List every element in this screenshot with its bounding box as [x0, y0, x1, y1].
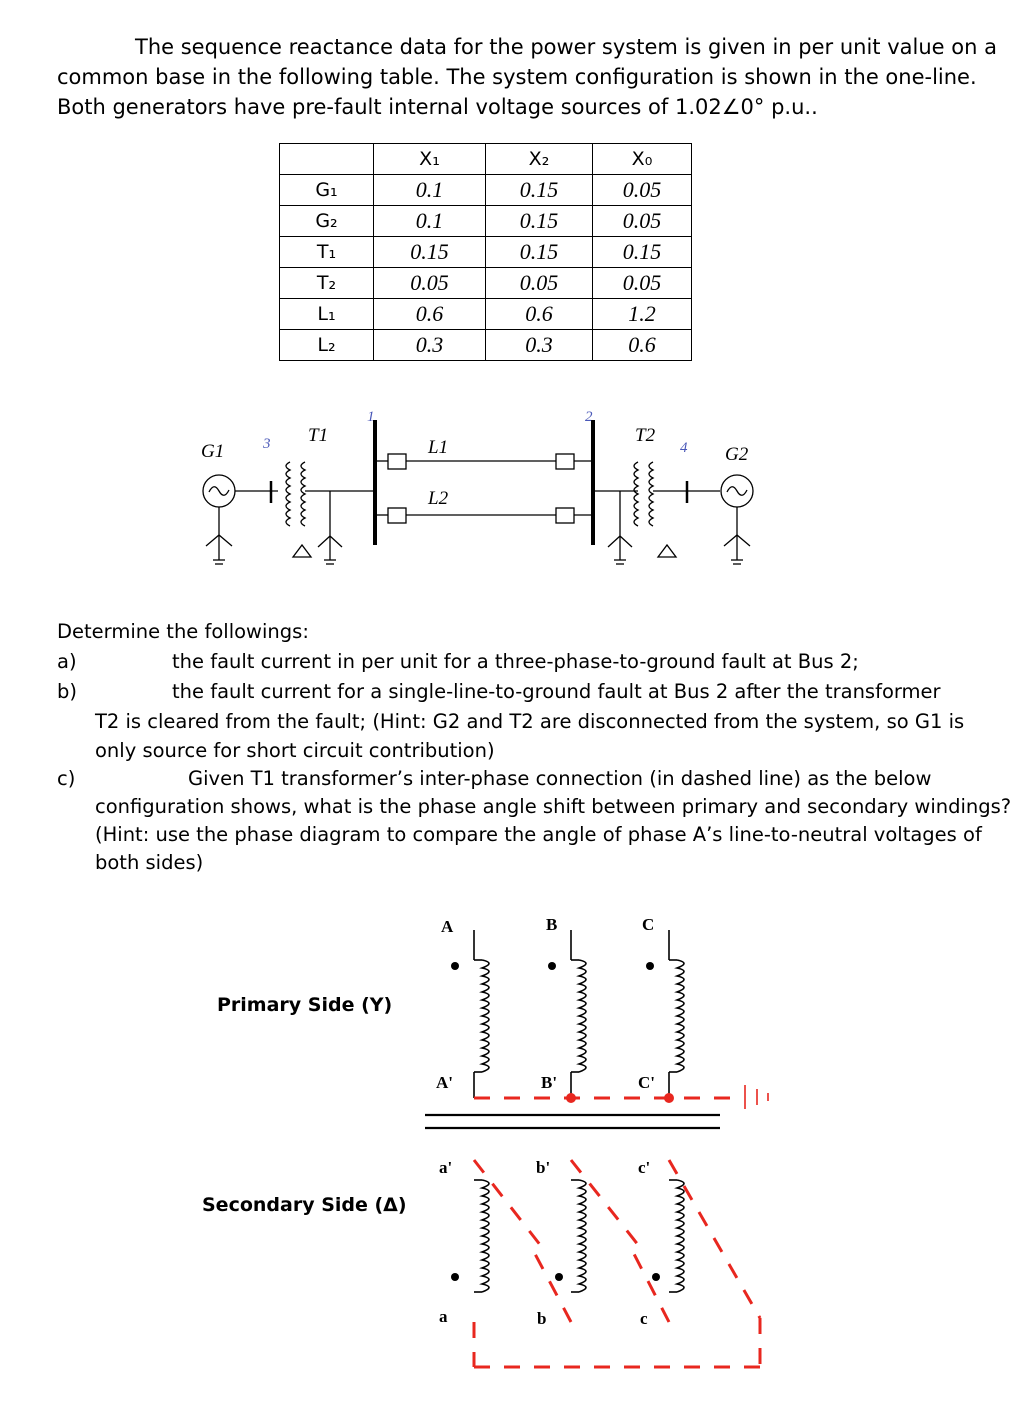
cell-x1: 0.05: [374, 268, 486, 299]
question-a-text: the fault current in per unit for a three-phase-to-ground fault at Bus 2;: [172, 650, 859, 673]
cell-x1: 0.3: [374, 330, 486, 361]
row-label: L₁: [280, 299, 374, 330]
coil-b-primary-icon: [579, 960, 586, 1072]
g2-label: G2: [725, 444, 749, 465]
cell-x1: 0.6: [374, 299, 486, 330]
cell-x2: 0.15: [486, 175, 593, 206]
cell-x2: 0.6: [486, 299, 593, 330]
coil-a-primary-icon: [482, 960, 489, 1072]
secondary-side-label: Secondary Side (Δ): [202, 1194, 407, 1216]
question-b-line-1: the fault current for a single-line-to-ground fault at Bus 2 after the transformer: [172, 680, 941, 703]
questions-intro: Determine the followings:: [57, 620, 309, 643]
l2-label: L2: [428, 488, 449, 509]
question-b-line-2: T2 is cleared from the fault; (Hint: G2 and T2 are disconnected from the system, so G1 is: [95, 710, 965, 733]
row-label: T₁: [280, 237, 374, 268]
delta-symbol-icon: [293, 545, 311, 557]
one-line-diagram: [0, 0, 1020, 600]
terminal-C-prime: C': [638, 1073, 655, 1092]
cell-x0: 0.15: [593, 237, 692, 268]
coil-c-secondary-icon: [677, 1180, 684, 1292]
terminal-C: C: [642, 915, 655, 934]
cell-x2: 0.15: [486, 206, 593, 237]
cell-x0: 0.6: [593, 330, 692, 361]
cell-x2: 0.3: [486, 330, 593, 361]
cell-x0: 0.05: [593, 268, 692, 299]
header-x2: X₂: [486, 144, 593, 175]
terminal-B-prime: B': [541, 1073, 558, 1092]
question-c-line-1: Given T1 transformer’s inter-phase connection (in dashed line) as the below: [188, 767, 932, 790]
question-b-line-3: only source for short circuit contribution): [95, 739, 495, 762]
t1-secondary-coil-icon: [301, 462, 305, 526]
cell-x0: 0.05: [593, 175, 692, 206]
terminal-a-prime: a': [439, 1158, 453, 1177]
terminal-a: a: [439, 1307, 448, 1326]
cell-x0: 1.2: [593, 299, 692, 330]
question-c-line-3: (Hint: use the phase diagram to compare the angle of phase A’s line-to-neutral voltages of: [95, 823, 982, 846]
terminal-A: A: [441, 917, 454, 936]
primary-side-label: Primary Side (Y): [217, 994, 393, 1016]
intro-line-3: Both generators have pre-fault internal voltage sources of 1.02∠0° p.u..: [57, 95, 818, 119]
bus-2-number: 2: [585, 409, 593, 425]
coil-b-secondary-icon: [579, 1180, 586, 1292]
transformer-connection-diagram: [0, 880, 1020, 1400]
cell-x2: 0.15: [486, 237, 593, 268]
g1-label: G1: [201, 441, 225, 462]
cell-x1: 0.15: [374, 237, 486, 268]
coil-a-secondary-icon: [482, 1180, 489, 1292]
cell-x2: 0.05: [486, 268, 593, 299]
l1-label: L1: [428, 437, 449, 458]
row-label: L₂: [280, 330, 374, 361]
terminal-c-prime: c': [638, 1158, 651, 1177]
cell-x0: 0.05: [593, 206, 692, 237]
t2-primary-coil-icon: [634, 462, 638, 526]
question-c-line-4: both sides): [95, 851, 204, 874]
question-a-label: a): [57, 650, 77, 673]
cell-x1: 0.1: [374, 206, 486, 237]
t1-label: T1: [308, 425, 329, 446]
bus-1-number: 1: [367, 409, 375, 425]
terminal-b: b: [537, 1309, 547, 1328]
terminal-c: c: [640, 1309, 648, 1328]
terminal-B: B: [546, 915, 558, 934]
question-c-label: c): [57, 767, 76, 790]
t2-label: T2: [635, 425, 656, 446]
t2-secondary-coil-icon: [649, 462, 653, 526]
coil-c-primary-icon: [677, 960, 684, 1072]
intro-line-1: The sequence reactance data for the power system is given in per unit value on a: [135, 35, 997, 59]
bus-4-number: 4: [680, 440, 688, 456]
terminal-b-prime: b': [536, 1158, 551, 1177]
question-b-label: b): [57, 680, 77, 703]
row-label: G₂: [280, 206, 374, 237]
row-label: T₂: [280, 268, 374, 299]
question-c-line-2: configuration shows, what is the phase angle shift between primary and secondary windings?: [95, 795, 1012, 818]
delta-symbol-icon: [658, 545, 676, 557]
intro-line-2: common base in the following table. The system configuration is shown in the one-line.: [57, 65, 977, 89]
t1-primary-coil-icon: [286, 462, 290, 526]
bus-3-number: 3: [263, 436, 271, 452]
cell-x1: 0.1: [374, 175, 486, 206]
row-label: G₁: [280, 175, 374, 206]
header-x0: X₀: [593, 144, 692, 175]
header-x1: X₁: [374, 144, 486, 175]
terminal-A-prime: A': [436, 1073, 453, 1092]
